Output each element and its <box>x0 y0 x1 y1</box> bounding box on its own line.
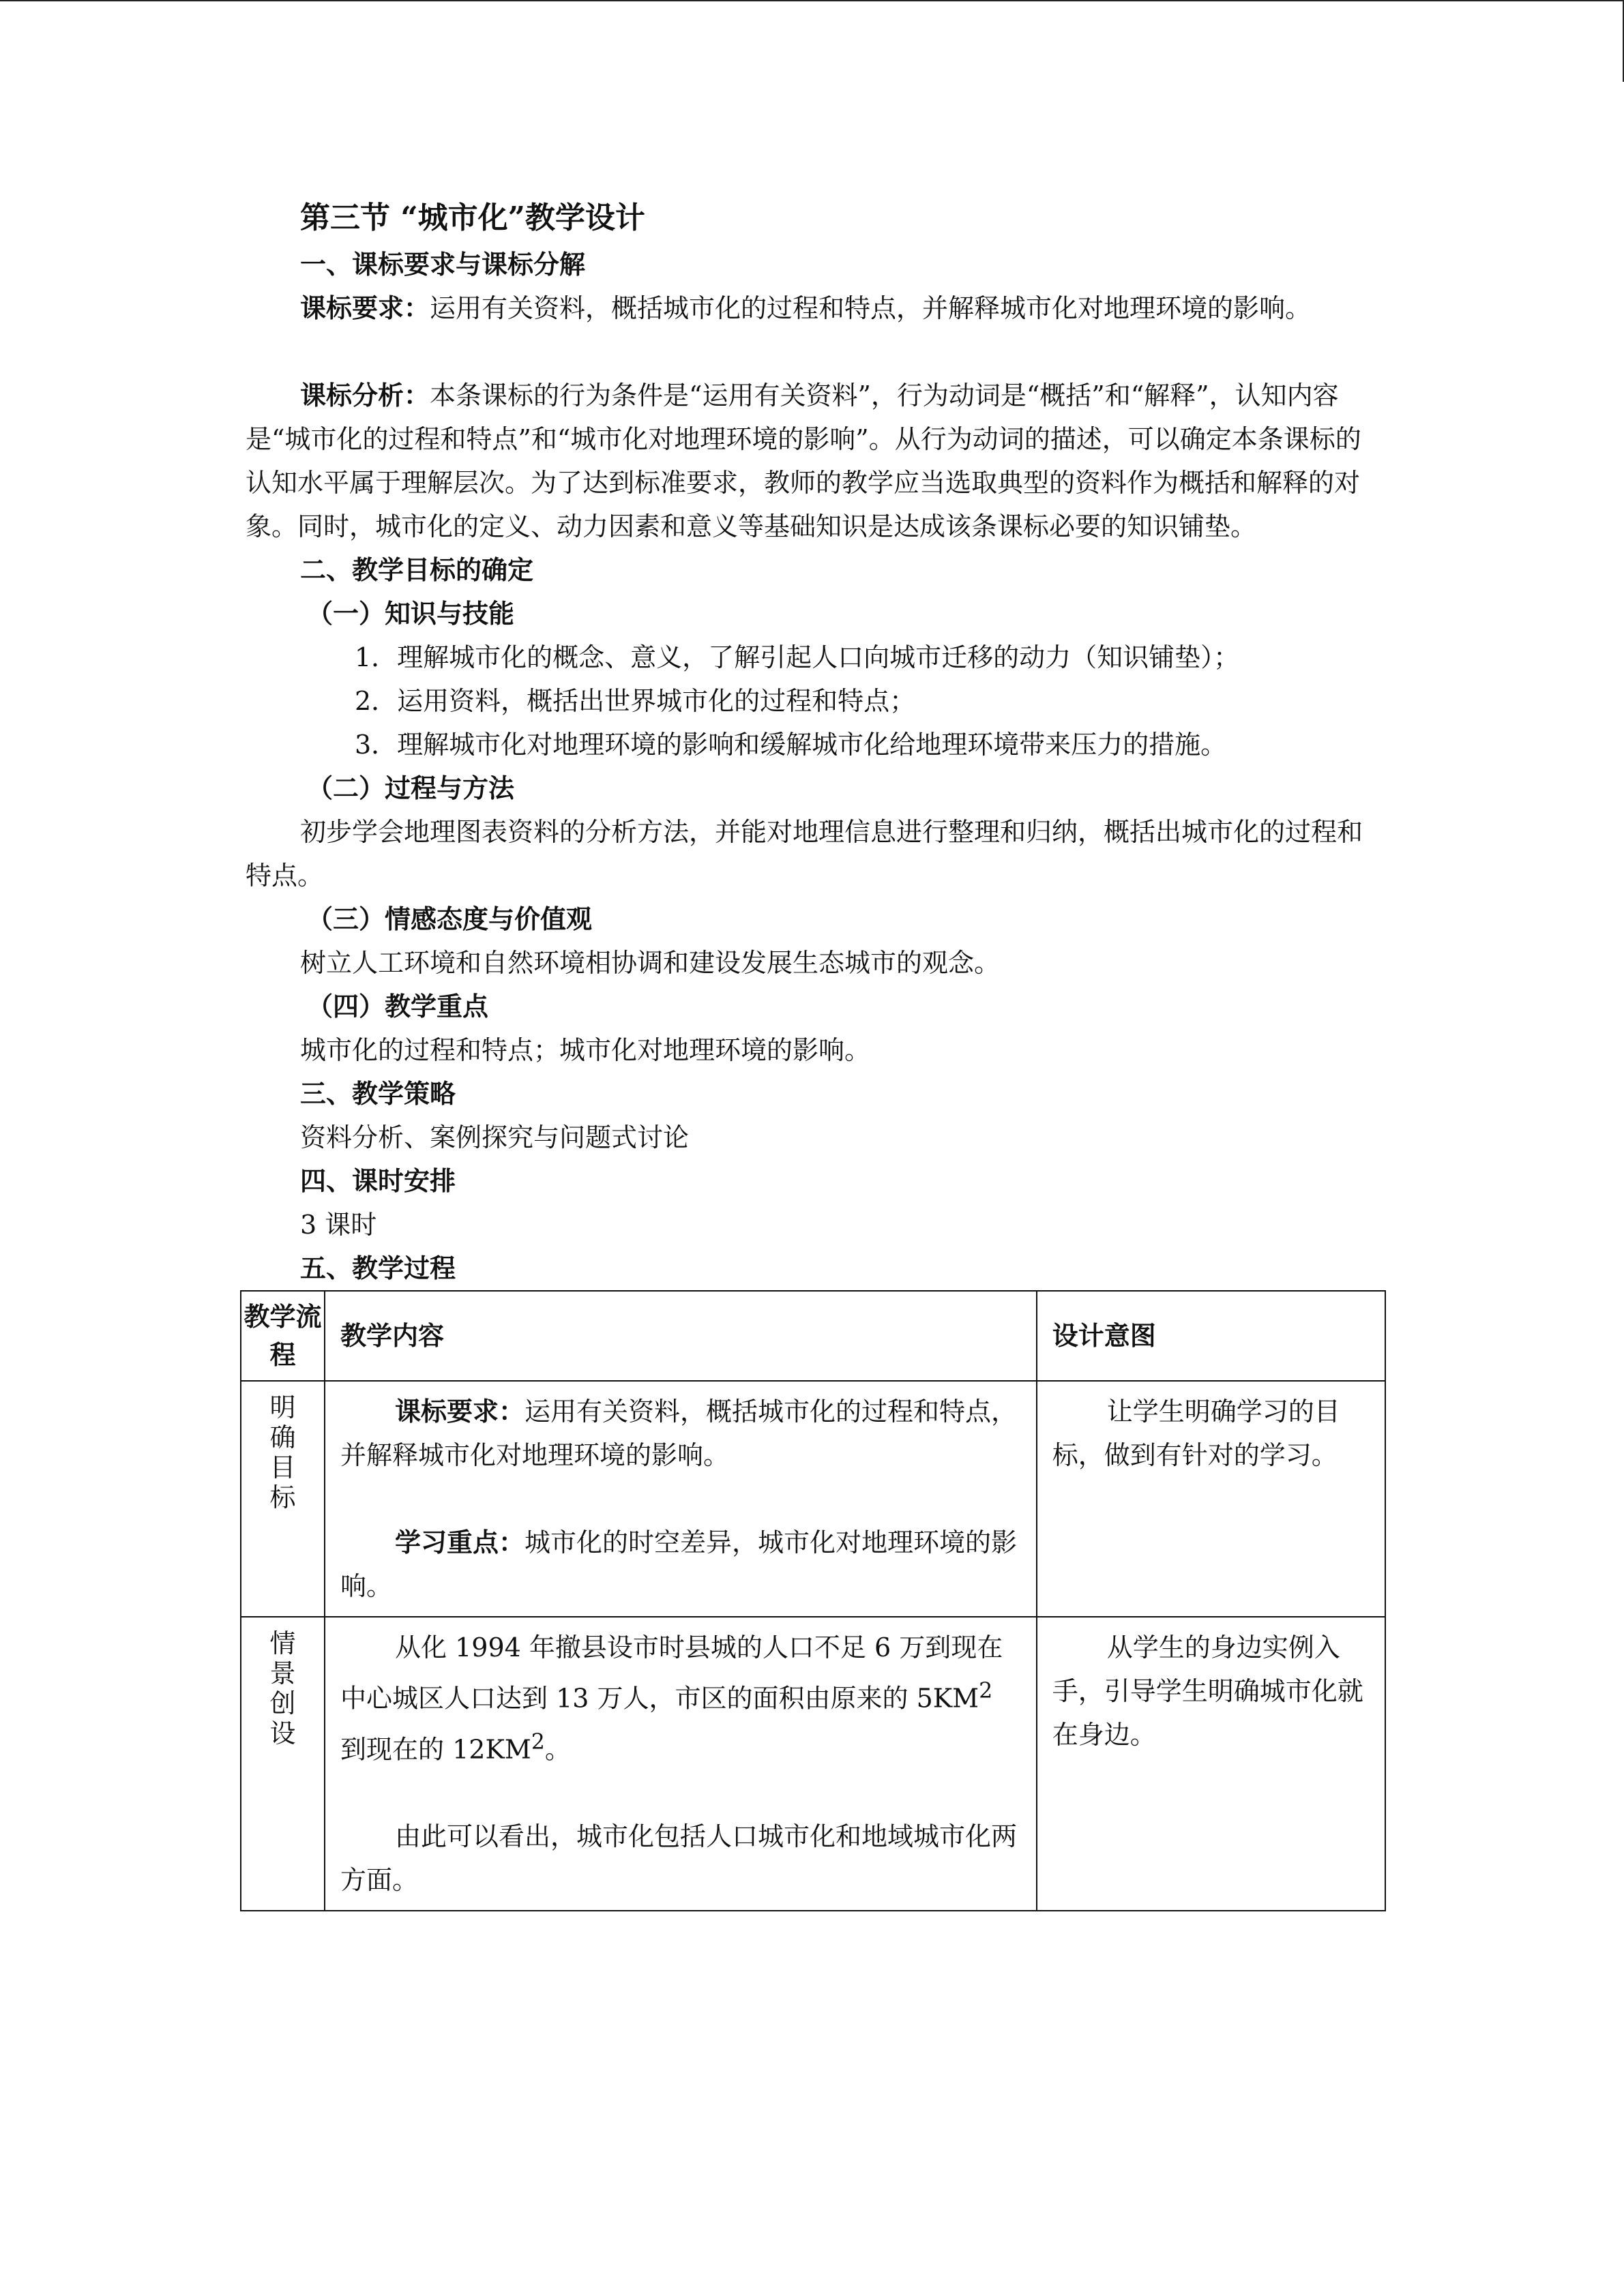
teaching-process-table <box>240 1290 1386 1911</box>
row2-text-a: 从化 1994 年撤县设市时县城的人口不足 6 万到现在中心城区人口达到 13 万人，市区的面积由原来的 5KM <box>340 1632 1003 1714</box>
row1-req-label: 课标要求： <box>395 1396 525 1427</box>
sub-heading-attitude: （三）情感态度与价值观 <box>307 904 593 934</box>
sub-heading-process: （二）过程与方法 <box>307 773 515 803</box>
strategy-text: 资料分析、案例探究与问题式讨论 <box>300 1122 690 1152</box>
standard-analysis <box>246 374 1370 548</box>
sub-heading-knowledge: （一）知识与技能 <box>307 598 515 629</box>
row2-intent: 从学生的身边实例入手，引导学生明确城市化就在身边。 <box>1052 1632 1363 1750</box>
row1-key-text: 城市化的时空差异，城市化对地理环境的影响。 <box>340 1527 1018 1601</box>
row1-keypoint <box>340 1521 1021 1608</box>
req-label: 课标要求： <box>300 293 430 323</box>
process-text: 初步学会地理图表资料的分析方法，并能对地理信息进行整理和归纳，概括出城市化的过程和特点。 <box>246 817 1363 891</box>
row1-key-label: 学习重点： <box>395 1527 525 1557</box>
section4-heading: 四、课时安排 <box>300 1165 456 1196</box>
analysis-text: 本条课标的行为条件是“运用有关资料”，行为动词是“概括”和“解释”，认知内容是“城市化的过程和特点”和“城市化对地理环境的影响”。从行为动词的描述，可以确定本条课标的认知水平属于理解层次。为了达到标准要求，教师的教学应当选取典型的资料作为概括和解释的对象。同时，城市化的定义、动力因素和意义等基础知识是达成该条课标必要的知识铺垫。 <box>246 381 1361 541</box>
row1-intent: 让学生明确学习的目标，做到有针对的学习。 <box>1052 1397 1340 1470</box>
section3-heading: 三、教学策略 <box>300 1078 456 1109</box>
attitude-text: 树立人工环境和自然环境相协调和建设发展生态城市的观念。 <box>300 948 1001 978</box>
list-item: 3．理解城市化对地理环境的影响和缓解城市化给地理环境带来压力的措施。 <box>355 730 1227 760</box>
section5-heading: 五、教学过程 <box>300 1253 456 1283</box>
header-content: 教学内容 <box>325 1291 1037 1381</box>
req-text: 运用有关资料，概括城市化的过程和特点，并解释城市化对地理环境的影响。 <box>430 293 1312 323</box>
row2-example <box>340 1626 1021 1771</box>
table-header-row <box>241 1291 1385 1381</box>
row2-text-b: 到现在的 12KM <box>340 1734 531 1765</box>
section2-heading: 二、教学目标的确定 <box>300 554 534 585</box>
row2-text-c: 。 <box>544 1734 571 1765</box>
row2-sup-2: 2 <box>531 1729 545 1755</box>
schedule-text: 3 课时 <box>300 1210 377 1240</box>
analysis-label: 课标分析： <box>300 380 430 411</box>
doc-title: 第三节 “城市化”教学设计 <box>300 200 645 235</box>
row1-requirement <box>340 1390 1021 1477</box>
table-row <box>241 1381 1385 1617</box>
header-flow: 教学流程 <box>241 1291 325 1381</box>
keypoints-text: 城市化的过程和特点；城市化对地理环境的影响。 <box>300 1035 871 1065</box>
document-body <box>243 196 1370 1911</box>
standard-requirement <box>246 286 1370 330</box>
list-item: 2．运用资料，概括出世界城市化的过程和特点； <box>355 686 916 716</box>
flow-label: 明确目标 <box>269 1392 296 1512</box>
page-top-border <box>0 0 1624 1</box>
header-intent: 设计意图 <box>1037 1291 1385 1381</box>
row2-sup-1: 2 <box>979 1679 993 1703</box>
flow-label: 情景创设 <box>269 1628 296 1748</box>
sub-heading-keypoints: （四）教学重点 <box>307 991 489 1022</box>
row1-req-text: 运用有关资料，概括城市化的过程和特点，并解释城市化对地理环境的影响。 <box>340 1397 1018 1470</box>
table-row <box>241 1617 1385 1911</box>
row2-conclusion: 由此可以看出，城市化包括人口城市化和地域城市化两方面。 <box>340 1821 1018 1896</box>
section1-heading: 一、课标要求与课标分解 <box>300 249 586 280</box>
list-item: 1．理解城市化的概念、意义，了解引起人口向城市迁移的动力（知识铺垫）； <box>355 642 1240 672</box>
